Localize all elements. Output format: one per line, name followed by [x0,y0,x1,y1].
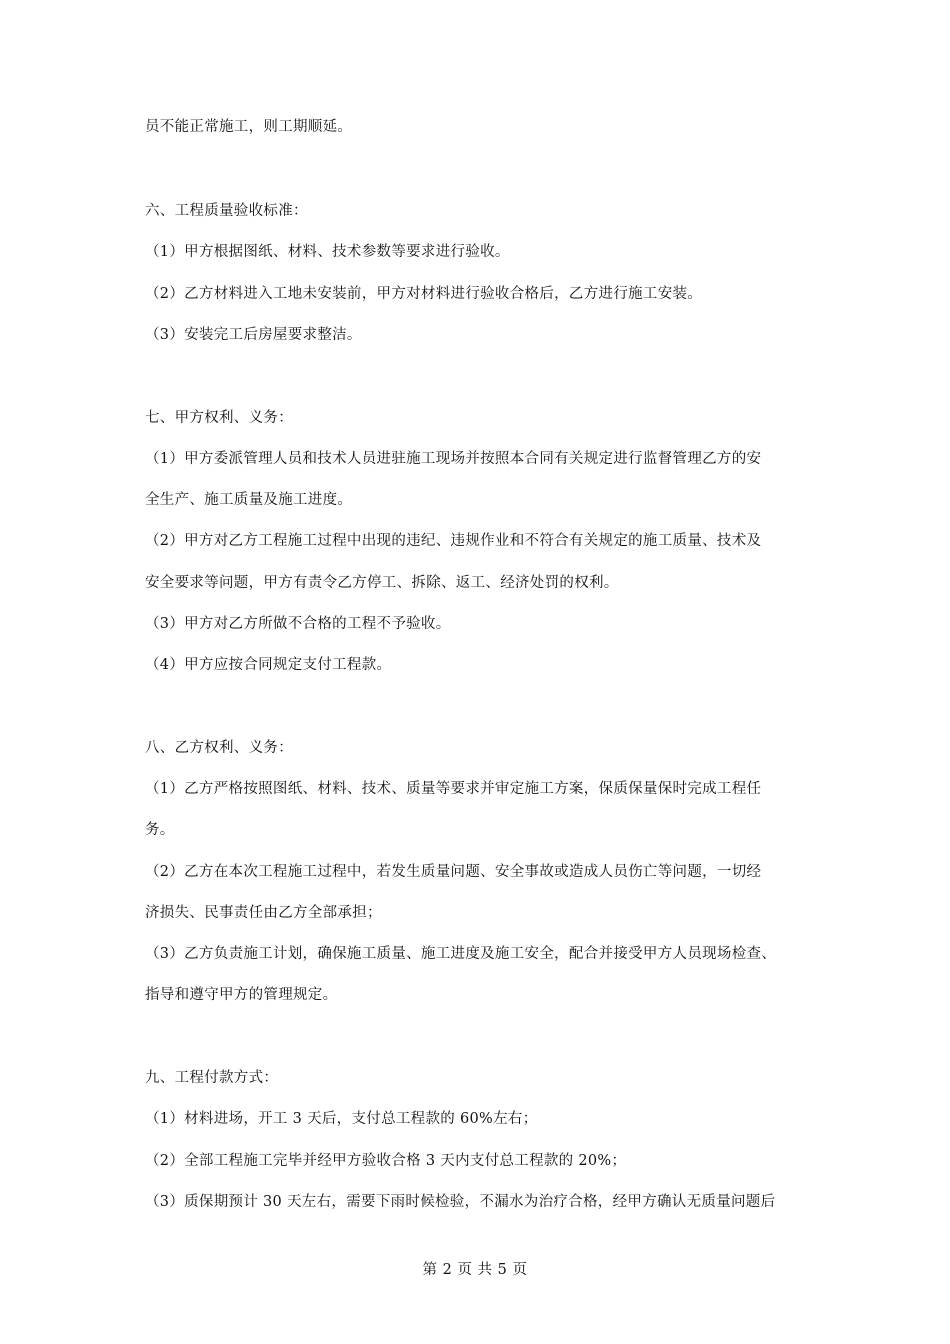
paragraph-line: （2）甲方对乙方工程施工过程中出现的违纪、违规作业和不符合有关规定的施工质量、技术及 [145,533,762,549]
paragraph-line: 全生产、施工质量及施工进度。 [145,492,353,508]
paragraph-line: 安全要求等问题，甲方有责令乙方停工、拆除、返工、经济处罚的权利。 [145,575,619,591]
paragraph-line: 指导和遵守甲方的管理规定。 [145,987,338,1003]
section-heading-7: 七、甲方权利、义务： [145,410,293,426]
paragraph-line: 务。 [145,822,175,838]
paragraph-line: （2）乙方在本次工程施工过程中，若发生质量问题、安全事故或造成人员伤亡等问题，一切经 [145,864,762,880]
paragraph-line: （3）甲方对乙方所做不合格的工程不予验收。 [145,616,451,632]
paragraph-line: （3）质保期预计 30 天左右，需要下雨时候检验，不漏水为治疗合格，经甲方确认无质量问题后 [145,1194,776,1210]
section-heading-6: 六、工程质量验收标准： [145,203,308,219]
paragraph-line: （3）乙方负责施工计划，确保施工质量、施工进度及施工安全，配合并接受甲方人员现场检查、 [145,946,777,962]
paragraph-line: （1）甲方委派管理人员和技术人员进驻施工现场并按照本合同有关规定进行监督管理乙方的安 [145,451,762,467]
page-number: 第 2 页 共 5 页 [422,1262,528,1278]
paragraph-line: （1）材料进场，开工 3 天后，支付总工程款的 60%左右； [145,1111,538,1127]
paragraph-line: 济损失、民事责任由乙方全部承担； [145,905,382,921]
paragraph-line: 员不能正常施工，则工期顺延。 [145,119,353,135]
paragraph-line: （1）乙方严格按照图纸、材料、技术、质量等要求并审定施工方案，保质保量保时完成工程任 [145,781,762,797]
paragraph-line: （4）甲方应按合同规定支付工程款。 [145,657,392,673]
section-heading-8: 八、乙方权利、义务： [145,740,293,756]
paragraph-line: （2）乙方材料进入工地未安装前，甲方对材料进行验收合格后，乙方进行施工安装。 [145,286,703,302]
section-heading-9: 九、工程付款方式： [145,1070,279,1086]
paragraph-line: （1）甲方根据图纸、材料、技术参数等要求进行验收。 [145,244,510,260]
paragraph-line: （2）全部工程施工完毕并经甲方验收合格 3 天内支付总工程款的 20%； [145,1153,627,1169]
paragraph-line: （3）安装完工后房屋要求整洁。 [145,327,362,343]
